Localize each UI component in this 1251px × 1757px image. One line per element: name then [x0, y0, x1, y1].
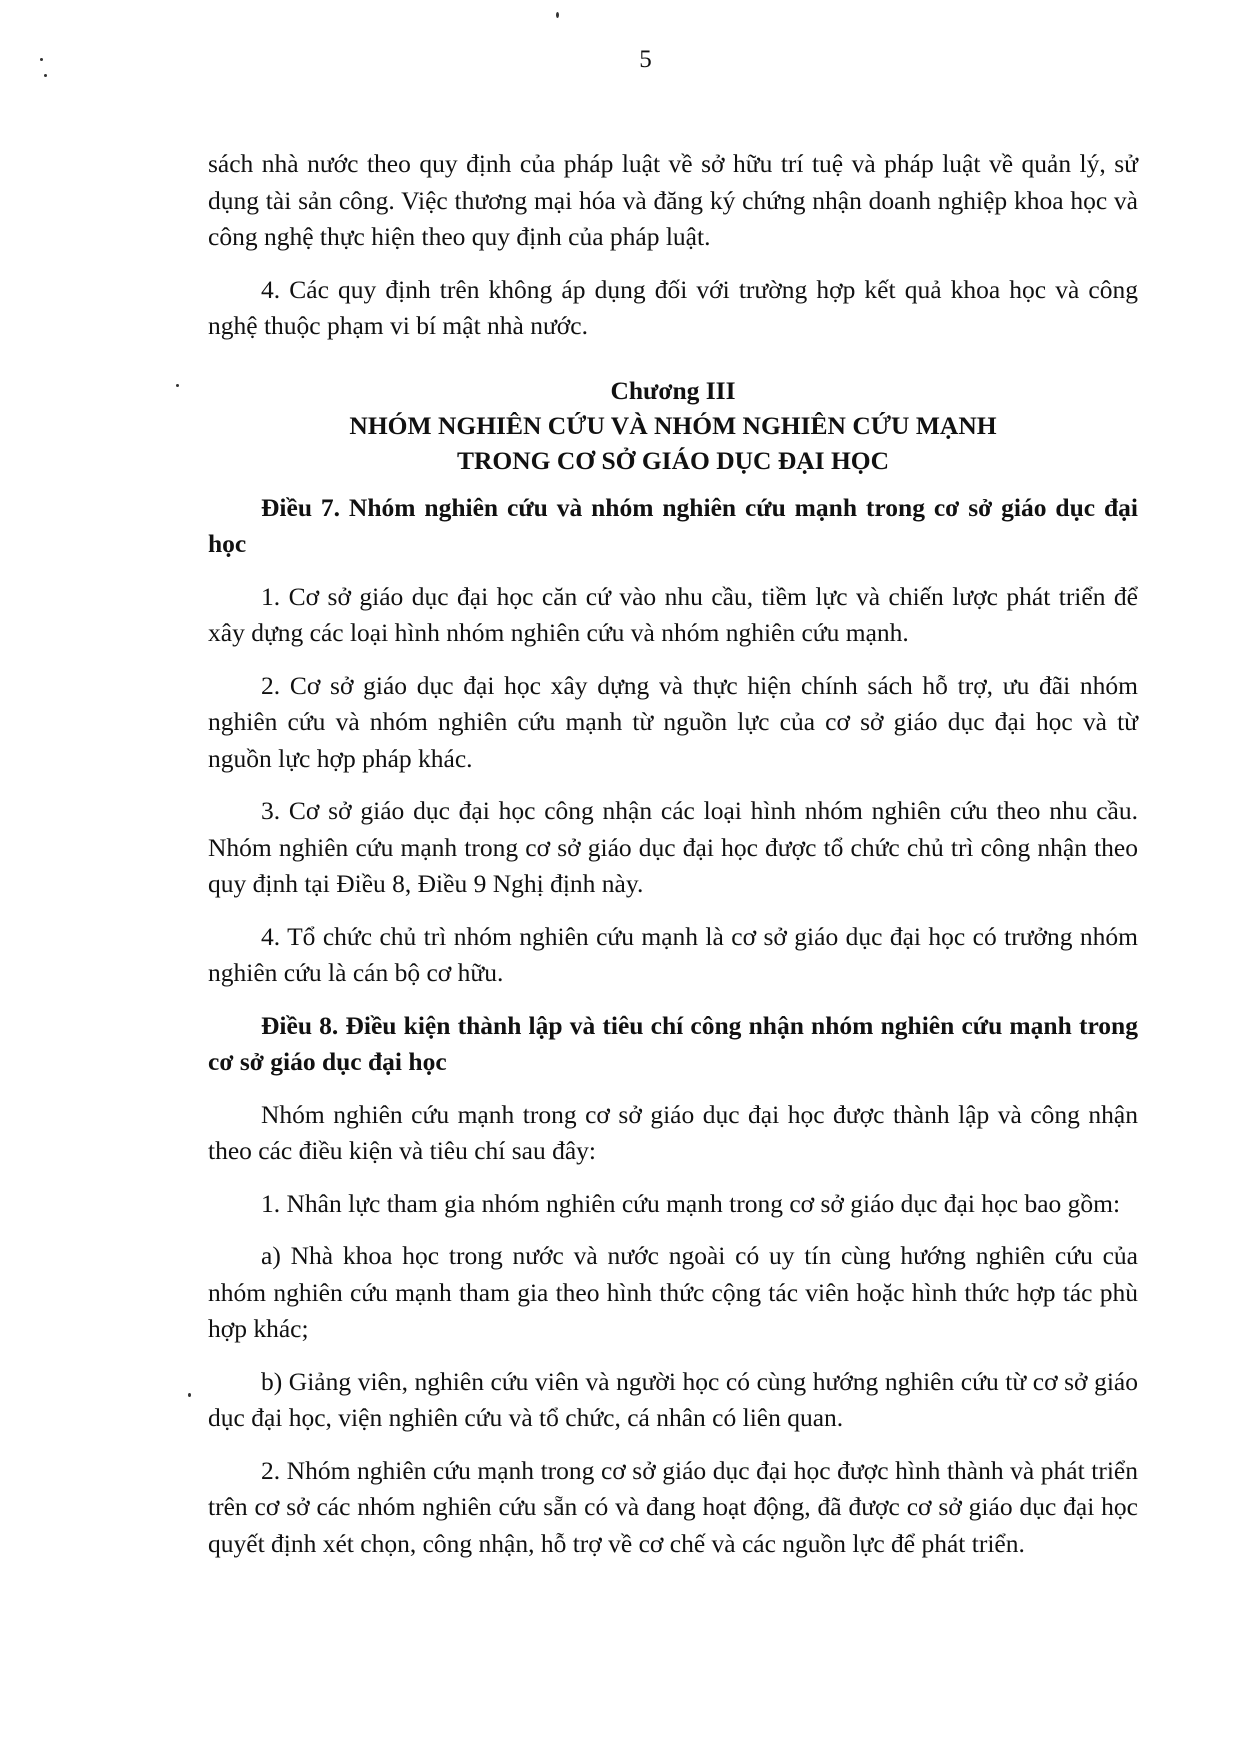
article-7-clause-2: 2. Cơ sở giáo dục đại học xây dựng và thực hiện chính sách hỗ trợ, ưu đãi nhóm nghiên cứu và nhóm nghiên cứu mạnh từ nguồn lực của cơ sở giáo dục đại học và từ nguồn lực hợp pháp khác.	[208, 670, 1138, 773]
article-7-clause-1: 1. Cơ sở giáo dục đại học căn cứ vào nhu cầu, tiềm lực và chiến lược phát triển để xây dựng các loại hình nhóm nghiên cứu và nhóm nghiên cứu mạnh.	[208, 581, 1138, 647]
article-8-intro: Nhóm nghiên cứu mạnh trong cơ sở giáo dục đại học được thành lập và công nhận theo các điều kiện và tiêu chí sau đây:	[208, 1099, 1138, 1165]
chapter-title-line-1: NHÓM NGHIÊN CỨU VÀ NHÓM NGHIÊN CỨU MẠNH	[349, 410, 997, 440]
scan-speck	[176, 384, 179, 387]
article-7-clause-3: 3. Cơ sở giáo dục đại học công nhận các loại hình nhóm nghiên cứu theo nhu cầu. Nhóm nghiên cứu mạnh trong cơ sở giáo dục đại học được tổ chức chủ trì công nhận theo quy định tại Điều 8, Điều 9 Nghị định này.	[208, 796, 1138, 898]
chapter-label: Chương III	[610, 375, 736, 405]
article-8-clause-1: 1. Nhân lực tham gia nhóm nghiên cứu mạnh trong cơ sở giáo dục đại học bao gồm:	[261, 1188, 1121, 1218]
paragraph: 4. Các quy định trên không áp dụng đối với trường hợp kết quả khoa học và công nghệ thuộc phạm vi bí mật nhà nước.	[208, 274, 1138, 340]
article-8-clause-1a: a) Nhà khoa học trong nước và nước ngoài có uy tín cùng hướng nghiên cứu của nhóm nghiên cứu mạnh tham gia theo hình thức cộng tác viên hoặc hình thức hợp tác phù hợp khác;	[208, 1241, 1138, 1343]
chapter-heading	[208, 373, 1138, 478]
scan-speck	[188, 1393, 191, 1397]
page-number: 5	[639, 46, 652, 73]
article-8-clause-1b: b) Giảng viên, nghiên cứu viên và người học có cùng hướng nghiên cứu từ cơ sở giáo dục đại học, viện nghiên cứu và tổ chức, cá nhân có liên quan.	[208, 1366, 1138, 1432]
article-7-heading: Điều 7. Nhóm nghiên cứu và nhóm nghiên cứu mạnh trong cơ sở giáo dục đại học	[208, 492, 1138, 558]
article-7-clause-4: 4. Tổ chức chủ trì nhóm nghiên cứu mạnh là cơ sở giáo dục đại học có trưởng nhóm nghiên cứu là cán bộ cơ hữu.	[208, 921, 1138, 987]
document-body	[208, 146, 1138, 1578]
article-8-clause-2: 2. Nhóm nghiên cứu mạnh trong cơ sở giáo dục đại học được hình thành và phát triển trên cơ sở các nhóm nghiên cứu sẵn có và đang hoạt động, đã được cơ sở giáo dục đại học quyết định xét chọn, công nhận, hỗ trợ về cơ chế và các nguồn lực để phát triển.	[208, 1455, 1138, 1558]
scan-speck	[44, 74, 47, 77]
article-8-heading: Điều 8. Điều kiện thành lập và tiêu chí công nhận nhóm nghiên cứu mạnh trong cơ sở giáo dục đại học	[208, 1010, 1138, 1076]
scan-speck	[556, 12, 559, 18]
chapter-title-line-2: TRONG CƠ SỞ GIÁO DỤC ĐẠI HỌC	[456, 445, 890, 475]
paragraph: sách nhà nước theo quy định của pháp luật về sở hữu trí tuệ và pháp luật về quản lý, sử dụng tài sản công. Việc thương mại hóa và đăng ký chứng nhận doanh nghiệp khoa học và công nghệ thực hiện theo quy định của pháp luật.	[208, 149, 1138, 251]
